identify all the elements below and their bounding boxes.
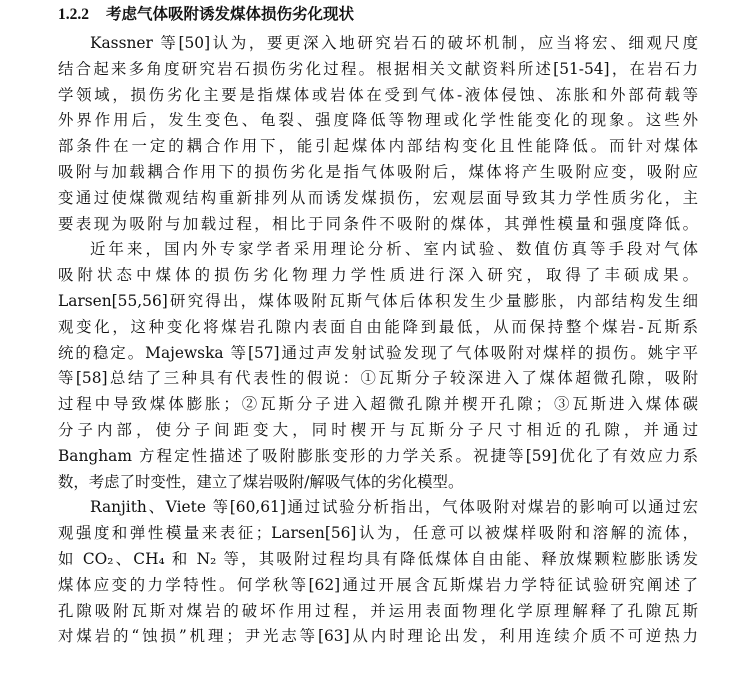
- text-line: Ranjith、Viete 等[60,61]通过试验分析指出，气体吸附对煤岩的影响可以通过宏: [90, 498, 698, 517]
- text-line: 近年来，国内外专家学者采用理论分析、室内试验、数值仿真等手段对气体: [90, 240, 698, 259]
- section-heading: [58, 2, 354, 26]
- text-line: 结合起来多角度研究岩石损伤劣化过程。根据相关文献资料所述[51-54]，在岩石力: [58, 59, 698, 78]
- text-line: Kassner 等[50]认为，要更深入地研究岩石的破坏机制，应当将宏、细观尺度: [90, 34, 698, 52]
- text-line: 吸附与加载耦合作用下的损伤劣化是指气体吸附后，煤体将产生吸附应变，吸附应: [58, 162, 698, 181]
- text-line: 等[58]总结了三种具有代表性的假说：①瓦斯分子较深进入了煤体超微孔隙，吸附: [58, 369, 698, 388]
- text-line: Bangham 方程定性描述了吸附膨胀变形的力学关系。祝捷等[59]优化了有效应力系: [58, 446, 698, 465]
- text-line: 变通过使煤微观结构重新排列从而诱发煤损伤，宏观层面导致其力学性质劣化，主: [58, 188, 698, 207]
- text-line: 数，考虑了时变性，建立了煤岩吸附/解吸气体的劣化模型。: [58, 472, 464, 491]
- text-line: 过程中导致煤体膨胀；②瓦斯分子进入超微孔隙并楔开孔隙；③瓦斯进入煤体碳: [58, 395, 698, 414]
- text-line: 煤体应变的力学特性。何学秋等[62]通过开展含瓦斯煤岩力学特征试验研究阐述了: [58, 575, 698, 594]
- section-title: 考虑气体吸附诱发煤体损伤劣化现状: [106, 4, 355, 23]
- text-line: 分子内部，使分子间距变大，同时楔开与瓦斯分子尺寸相近的孔隙，并通过: [58, 420, 698, 439]
- text-line: 观强度和弹性模量来表征；Larsen[56]认为，任意可以被煤样吸附和溶解的流体，: [58, 524, 698, 543]
- text-line: 统的稳定。Majewska 等[57]通过声发射试验发现了气体吸附对煤样的损伤。姚宇平: [58, 343, 698, 362]
- text-line: 如 CO₂、CH₄ 和 N₂ 等，其吸附过程均具有降低煤体自由能、释放煤颗粒膨胀诱发: [58, 549, 698, 568]
- section-number: 1.2.2: [58, 6, 89, 23]
- text-line: 对煤岩的“蚀损”机理；尹光志等[63]从内时理论出发，利用连续介质不可逆热力: [58, 627, 698, 646]
- text-line: 外界作用后，发生变色、龟裂、强度降低等物理或化学性能变化的现象。这些外: [58, 111, 698, 130]
- text-line: 吸附状态中煤体的损伤劣化物理力学性质进行深入研究，取得了丰硕成果。: [58, 266, 698, 285]
- text-line: 要表现为吸附与加载过程，相比于同条件不吸附的煤体，其弹性模量和强度降低。: [58, 214, 698, 233]
- text-line: 部条件在一定的耦合作用下，能引起煤体内部结构变化且性能降低。而针对煤体: [58, 137, 698, 156]
- text-line: 观变化，这种变化将煤岩孔隙内表面自由能降到最低，从而保持整个煤岩-瓦斯系: [58, 317, 698, 336]
- body-text: [58, 31, 698, 650]
- text-line: 孔隙吸附瓦斯对煤岩的破坏作用过程，并运用表面物理化学原理解释了孔隙瓦斯: [58, 601, 698, 620]
- text-line: Larsen[55,56]研究得出，煤体吸附瓦斯气体后体积发生少量膨胀，内部结构发生细: [58, 291, 698, 310]
- text-line: 学领域，损伤劣化主要是指煤体或岩体在受到气体-液体侵蚀、冻胀和外部荷载等: [58, 85, 698, 104]
